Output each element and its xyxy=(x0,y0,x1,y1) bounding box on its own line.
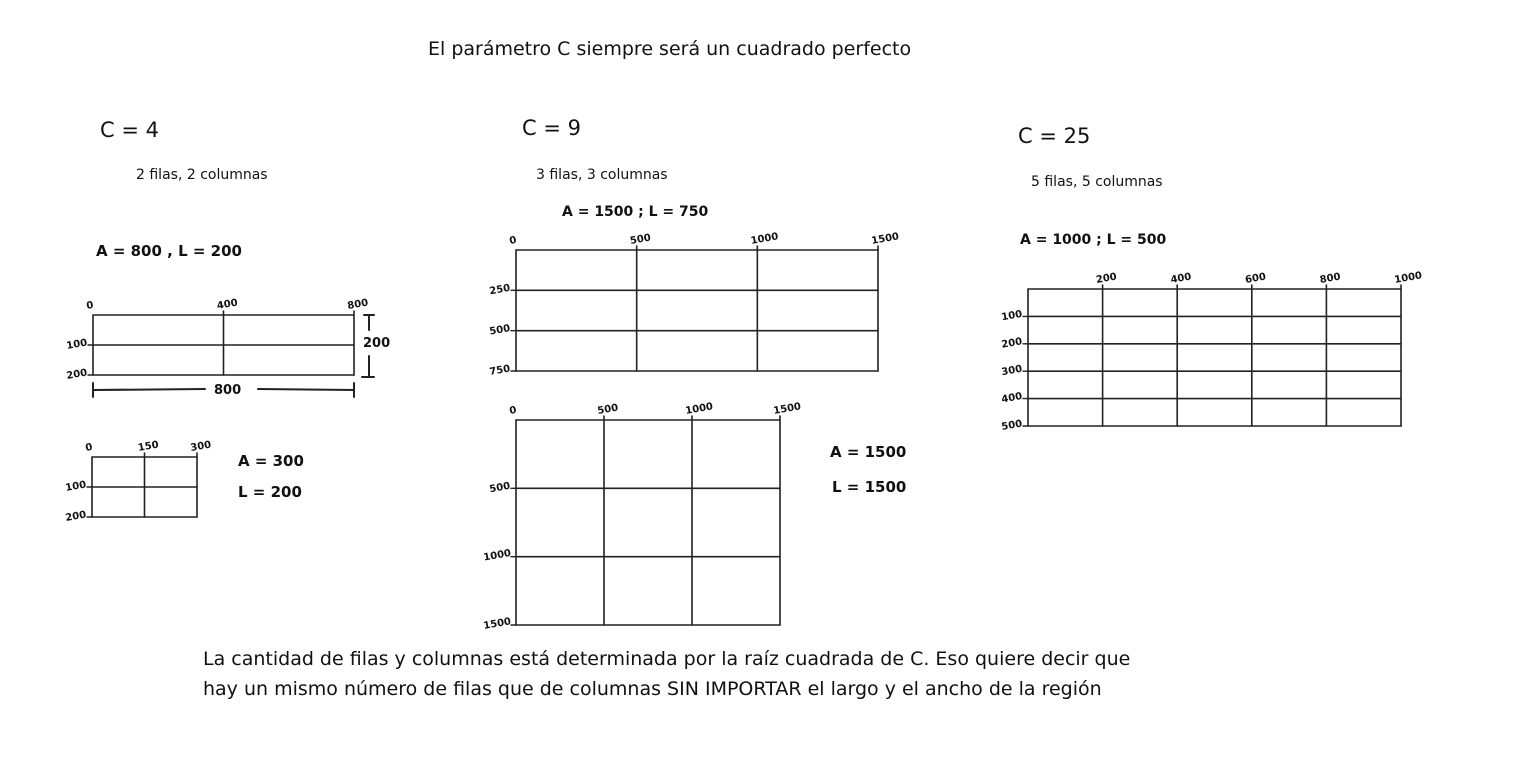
y-tick-label: 100 xyxy=(64,479,88,494)
y-tick-label: 400 xyxy=(1000,391,1024,406)
y-tick-label: 200 xyxy=(65,367,89,382)
y-tick-label: 500 xyxy=(488,480,512,496)
x-tick-label: 0 xyxy=(508,404,518,417)
x-tick-label: 200 xyxy=(1095,271,1118,286)
x-tick-label: 1000 xyxy=(749,231,780,247)
x-tick-label: 500 xyxy=(629,232,652,247)
page-title: El parámetro C siempre será un cuadrado perfecto xyxy=(428,38,912,60)
x-tick-label: 600 xyxy=(1244,271,1267,286)
x-tick-label: 800 xyxy=(1319,271,1342,286)
c-label-9: C = 9 xyxy=(522,116,581,140)
footer-line-1: La cantidad de filas y columnas está determinada por la raíz cuadrada de C. Eso quiere decir que xyxy=(203,648,1131,670)
x-tick-label: 400 xyxy=(216,297,239,312)
y-tick-label: 100 xyxy=(1000,308,1024,324)
y-tick-label: 250 xyxy=(488,282,512,298)
x-tick-label: 150 xyxy=(137,439,160,454)
x-tick-label: 1500 xyxy=(772,401,802,417)
x-tick-label: 0 xyxy=(508,234,518,247)
y-tick-label: 100 xyxy=(65,337,89,352)
x-tick-label: 0 xyxy=(84,441,94,454)
x-tick-label: 1500 xyxy=(870,231,900,247)
x-tick-label: 500 xyxy=(596,402,620,417)
width-dim-line xyxy=(258,389,354,390)
y-tick-label: 1000 xyxy=(482,547,512,564)
y-tick-label: 200 xyxy=(1000,336,1024,351)
y-tick-label: 500 xyxy=(488,323,512,338)
y-tick-label: 200 xyxy=(64,509,88,524)
x-tick-label: 1000 xyxy=(684,401,714,417)
l-label-c9-square: L = 1500 xyxy=(832,478,907,496)
height-dim-label: 200 xyxy=(363,336,391,351)
c-label-25: C = 25 xyxy=(1018,124,1091,148)
footer-line-2: hay un mismo número de filas que de columnas SIN IMPORTAR el largo y el ancho de la región xyxy=(203,678,1102,700)
x-tick-label: 400 xyxy=(1169,271,1193,286)
a-label-c9-square: A = 1500 xyxy=(830,443,907,461)
width-dim-line xyxy=(93,389,205,390)
width-dim-label: 800 xyxy=(214,383,242,398)
y-tick-label: 1500 xyxy=(482,616,512,632)
dims-label-c25: A = 1000 ; L = 500 xyxy=(1020,232,1167,248)
dims-label-c9: A = 1500 ; L = 750 xyxy=(562,204,709,220)
dims-label-c4: A = 800 , L = 200 xyxy=(96,242,242,260)
y-tick-label: 750 xyxy=(488,363,512,378)
x-tick-label: 300 xyxy=(189,439,213,454)
x-tick-label: 0 xyxy=(85,299,95,312)
subtitle-c4: 2 filas, 2 columnas xyxy=(136,167,268,183)
x-tick-label: 1000 xyxy=(1393,270,1423,286)
c-label-4: C = 4 xyxy=(100,118,159,142)
y-tick-label: 300 xyxy=(1000,363,1024,379)
x-tick-label: 800 xyxy=(346,297,370,312)
subtitle-c9: 3 filas, 3 columnas xyxy=(536,167,668,183)
y-tick-label: 500 xyxy=(1000,418,1024,433)
a-label-c4-small: A = 300 xyxy=(238,452,304,470)
l-label-c4-small: L = 200 xyxy=(238,483,302,501)
subtitle-c25: 5 filas, 5 columnas xyxy=(1031,174,1163,190)
